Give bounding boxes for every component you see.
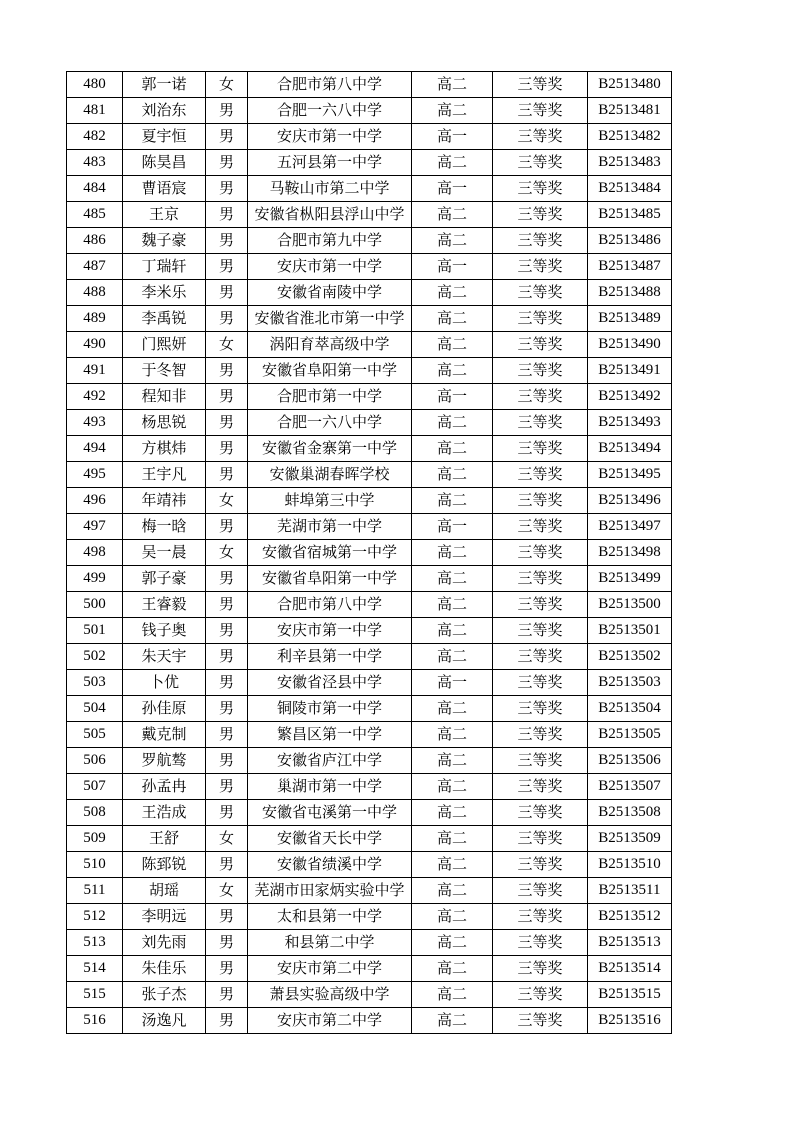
table-row [67,150,672,176]
student-name-cell: 吴一晨 [123,540,206,566]
grade-cell: 高二 [412,150,493,176]
grade-cell: 高二 [412,930,493,956]
student-name-cell: 罗航骜 [123,748,206,774]
grade-cell: 高二 [412,462,493,488]
student-name-cell: 胡瑶 [123,878,206,904]
grade-cell: 高一 [412,384,493,410]
gender-cell: 男 [206,254,248,280]
row-number-cell: 495 [67,462,123,488]
award-level-cell: 三等奖 [493,124,588,150]
table-row [67,98,672,124]
grade-cell: 高二 [412,956,493,982]
certificate-number-cell: B2513515 [588,982,672,1008]
certificate-number-cell: B2513493 [588,410,672,436]
student-name-cell: 戴克制 [123,722,206,748]
student-name-cell: 门熙妍 [123,332,206,358]
school-name-cell: 安徽省绩溪中学 [248,852,412,878]
row-number-cell: 513 [67,930,123,956]
gender-cell: 男 [206,358,248,384]
student-name-cell: 刘先雨 [123,930,206,956]
grade-cell: 高二 [412,540,493,566]
student-name-cell: 刘治东 [123,98,206,124]
gender-cell: 男 [206,176,248,202]
school-name-cell: 安徽省阜阳第一中学 [248,358,412,384]
table-row [67,72,672,98]
grade-cell: 高一 [412,176,493,202]
gender-cell: 男 [206,852,248,878]
certificate-number-cell: B2513509 [588,826,672,852]
school-name-cell: 安庆市第一中学 [248,124,412,150]
school-name-cell: 安徽省屯溪第一中学 [248,800,412,826]
school-name-cell: 合肥市第八中学 [248,592,412,618]
gender-cell: 女 [206,332,248,358]
grade-cell: 高二 [412,852,493,878]
certificate-number-cell: B2513506 [588,748,672,774]
gender-cell: 男 [206,462,248,488]
gender-cell: 男 [206,748,248,774]
gender-cell: 男 [206,670,248,696]
certificate-number-cell: B2513492 [588,384,672,410]
school-name-cell: 安庆市第二中学 [248,956,412,982]
table-row [67,904,672,930]
table-row [67,1008,672,1034]
school-name-cell: 安徽省泾县中学 [248,670,412,696]
row-number-cell: 515 [67,982,123,1008]
student-name-cell: 梅一晗 [123,514,206,540]
grade-cell: 高二 [412,72,493,98]
award-level-cell: 三等奖 [493,930,588,956]
row-number-cell: 512 [67,904,123,930]
certificate-number-cell: B2513513 [588,930,672,956]
gender-cell: 男 [206,436,248,462]
award-level-cell: 三等奖 [493,748,588,774]
row-number-cell: 498 [67,540,123,566]
table-row [67,670,672,696]
certificate-number-cell: B2513494 [588,436,672,462]
school-name-cell: 芜湖市田家炳实验中学 [248,878,412,904]
certificate-number-cell: B2513491 [588,358,672,384]
gender-cell: 男 [206,618,248,644]
student-name-cell: 孙孟冉 [123,774,206,800]
student-name-cell: 钱子奥 [123,618,206,644]
student-name-cell: 李明远 [123,904,206,930]
row-number-cell: 482 [67,124,123,150]
table-row [67,982,672,1008]
row-number-cell: 510 [67,852,123,878]
student-name-cell: 卜优 [123,670,206,696]
certificate-number-cell: B2513485 [588,202,672,228]
award-level-cell: 三等奖 [493,436,588,462]
row-number-cell: 508 [67,800,123,826]
award-level-cell: 三等奖 [493,98,588,124]
award-level-cell: 三等奖 [493,722,588,748]
award-level-cell: 三等奖 [493,904,588,930]
certificate-number-cell: B2513512 [588,904,672,930]
student-name-cell: 魏子豪 [123,228,206,254]
gender-cell: 男 [206,124,248,150]
award-level-cell: 三等奖 [493,540,588,566]
gender-cell: 男 [206,228,248,254]
row-number-cell: 485 [67,202,123,228]
certificate-number-cell: B2513514 [588,956,672,982]
award-level-cell: 三等奖 [493,332,588,358]
grade-cell: 高二 [412,696,493,722]
certificate-number-cell: B2513482 [588,124,672,150]
award-level-cell: 三等奖 [493,228,588,254]
award-level-cell: 三等奖 [493,202,588,228]
row-number-cell: 506 [67,748,123,774]
award-level-cell: 三等奖 [493,852,588,878]
gender-cell: 男 [206,514,248,540]
certificate-number-cell: B2513496 [588,488,672,514]
row-number-cell: 481 [67,98,123,124]
school-name-cell: 利辛县第一中学 [248,644,412,670]
table-row [67,462,672,488]
school-name-cell: 巢湖市第一中学 [248,774,412,800]
gender-cell: 女 [206,488,248,514]
gender-cell: 男 [206,644,248,670]
row-number-cell: 503 [67,670,123,696]
award-level-cell: 三等奖 [493,1008,588,1034]
grade-cell: 高二 [412,332,493,358]
certificate-number-cell: B2513508 [588,800,672,826]
school-name-cell: 安徽巢湖春晖学校 [248,462,412,488]
school-name-cell: 安徽省阜阳第一中学 [248,566,412,592]
grade-cell: 高一 [412,124,493,150]
certificate-number-cell: B2513490 [588,332,672,358]
table-row [67,592,672,618]
certificate-number-cell: B2513483 [588,150,672,176]
table-row [67,514,672,540]
table-row [67,488,672,514]
table-row [67,930,672,956]
certificate-number-cell: B2513486 [588,228,672,254]
school-name-cell: 安庆市第一中学 [248,254,412,280]
certificate-number-cell: B2513501 [588,618,672,644]
award-level-cell: 三等奖 [493,514,588,540]
award-level-cell: 三等奖 [493,670,588,696]
grade-cell: 高一 [412,254,493,280]
student-name-cell: 王舒 [123,826,206,852]
certificate-number-cell: B2513504 [588,696,672,722]
certificate-number-cell: B2513502 [588,644,672,670]
award-level-cell: 三等奖 [493,618,588,644]
student-name-cell: 方棋炜 [123,436,206,462]
grade-cell: 高二 [412,410,493,436]
row-number-cell: 488 [67,280,123,306]
grade-cell: 高二 [412,800,493,826]
row-number-cell: 492 [67,384,123,410]
gender-cell: 男 [206,150,248,176]
row-number-cell: 501 [67,618,123,644]
school-name-cell: 合肥市第八中学 [248,72,412,98]
grade-cell: 高二 [412,618,493,644]
table-row [67,878,672,904]
row-number-cell: 504 [67,696,123,722]
gender-cell: 男 [206,956,248,982]
grade-cell: 高二 [412,98,493,124]
gender-cell: 男 [206,410,248,436]
grade-cell: 高二 [412,904,493,930]
certificate-number-cell: B2513511 [588,878,672,904]
table-row [67,644,672,670]
student-name-cell: 郭子豪 [123,566,206,592]
grade-cell: 高二 [412,774,493,800]
school-name-cell: 繁昌区第一中学 [248,722,412,748]
table-row [67,306,672,332]
certificate-number-cell: B2513499 [588,566,672,592]
grade-cell: 高二 [412,358,493,384]
certificate-number-cell: B2513516 [588,1008,672,1034]
grade-cell: 高二 [412,826,493,852]
grade-cell: 高一 [412,670,493,696]
student-name-cell: 王浩成 [123,800,206,826]
award-level-cell: 三等奖 [493,280,588,306]
student-name-cell: 郭一诺 [123,72,206,98]
school-name-cell: 和县第二中学 [248,930,412,956]
award-level-cell: 三等奖 [493,878,588,904]
school-name-cell: 五河县第一中学 [248,150,412,176]
table-row [67,410,672,436]
row-number-cell: 491 [67,358,123,384]
gender-cell: 男 [206,904,248,930]
certificate-number-cell: B2513503 [588,670,672,696]
student-name-cell: 孙佳原 [123,696,206,722]
gender-cell: 女 [206,540,248,566]
award-level-cell: 三等奖 [493,254,588,280]
row-number-cell: 516 [67,1008,123,1034]
school-name-cell: 萧县实验高级中学 [248,982,412,1008]
certificate-number-cell: B2513507 [588,774,672,800]
table-row [67,956,672,982]
grade-cell: 高二 [412,202,493,228]
school-name-cell: 芜湖市第一中学 [248,514,412,540]
student-name-cell: 陈郅锐 [123,852,206,878]
student-name-cell: 王宇凡 [123,462,206,488]
school-name-cell: 合肥一六八中学 [248,98,412,124]
table-row [67,852,672,878]
grade-cell: 高二 [412,592,493,618]
gender-cell: 女 [206,878,248,904]
grade-cell: 高二 [412,982,493,1008]
gender-cell: 男 [206,800,248,826]
certificate-number-cell: B2513484 [588,176,672,202]
certificate-number-cell: B2513498 [588,540,672,566]
certificate-number-cell: B2513480 [588,72,672,98]
award-level-cell: 三等奖 [493,644,588,670]
school-name-cell: 合肥市第一中学 [248,384,412,410]
certificate-number-cell: B2513488 [588,280,672,306]
table-row [67,280,672,306]
award-level-cell: 三等奖 [493,696,588,722]
table-row [67,748,672,774]
student-name-cell: 丁瑞轩 [123,254,206,280]
certificate-number-cell: B2513487 [588,254,672,280]
table-row [67,618,672,644]
row-number-cell: 509 [67,826,123,852]
table-row [67,696,672,722]
gender-cell: 男 [206,98,248,124]
table-row [67,384,672,410]
school-name-cell: 安徽省宿城第一中学 [248,540,412,566]
gender-cell: 女 [206,72,248,98]
school-name-cell: 合肥一六八中学 [248,410,412,436]
school-name-cell: 安徽省南陵中学 [248,280,412,306]
row-number-cell: 496 [67,488,123,514]
student-name-cell: 王京 [123,202,206,228]
table-row [67,176,672,202]
award-level-cell: 三等奖 [493,384,588,410]
school-name-cell: 安徽省庐江中学 [248,748,412,774]
award-level-cell: 三等奖 [493,826,588,852]
row-number-cell: 505 [67,722,123,748]
awards-table-body [67,72,672,1034]
row-number-cell: 497 [67,514,123,540]
school-name-cell: 安徽省淮北市第一中学 [248,306,412,332]
certificate-number-cell: B2513510 [588,852,672,878]
table-row [67,800,672,826]
row-number-cell: 480 [67,72,123,98]
award-level-cell: 三等奖 [493,462,588,488]
grade-cell: 高二 [412,228,493,254]
student-name-cell: 汤逸凡 [123,1008,206,1034]
certificate-number-cell: B2513505 [588,722,672,748]
awards-table [66,71,672,1034]
row-number-cell: 487 [67,254,123,280]
student-name-cell: 李禹锐 [123,306,206,332]
certificate-number-cell: B2513500 [588,592,672,618]
row-number-cell: 499 [67,566,123,592]
row-number-cell: 511 [67,878,123,904]
grade-cell: 高二 [412,1008,493,1034]
award-level-cell: 三等奖 [493,306,588,332]
student-name-cell: 年靖祎 [123,488,206,514]
gender-cell: 男 [206,384,248,410]
table-row [67,358,672,384]
school-name-cell: 安庆市第二中学 [248,1008,412,1034]
row-number-cell: 493 [67,410,123,436]
student-name-cell: 王睿毅 [123,592,206,618]
gender-cell: 男 [206,566,248,592]
gender-cell: 女 [206,826,248,852]
school-name-cell: 安徽省枞阳县浮山中学 [248,202,412,228]
grade-cell: 高二 [412,436,493,462]
award-level-cell: 三等奖 [493,982,588,1008]
table-row [67,254,672,280]
student-name-cell: 杨思锐 [123,410,206,436]
award-level-cell: 三等奖 [493,72,588,98]
school-name-cell: 铜陵市第一中学 [248,696,412,722]
grade-cell: 高二 [412,644,493,670]
grade-cell: 高二 [412,488,493,514]
grade-cell: 高二 [412,878,493,904]
row-number-cell: 514 [67,956,123,982]
school-name-cell: 安徽省天长中学 [248,826,412,852]
award-level-cell: 三等奖 [493,566,588,592]
row-number-cell: 483 [67,150,123,176]
gender-cell: 男 [206,202,248,228]
certificate-number-cell: B2513481 [588,98,672,124]
certificate-number-cell: B2513489 [588,306,672,332]
award-level-cell: 三等奖 [493,150,588,176]
table-row [67,774,672,800]
row-number-cell: 494 [67,436,123,462]
award-level-cell: 三等奖 [493,774,588,800]
row-number-cell: 500 [67,592,123,618]
table-row [67,436,672,462]
table-row [67,540,672,566]
student-name-cell: 张子杰 [123,982,206,1008]
award-level-cell: 三等奖 [493,592,588,618]
row-number-cell: 502 [67,644,123,670]
grade-cell: 高二 [412,748,493,774]
award-level-cell: 三等奖 [493,358,588,384]
row-number-cell: 489 [67,306,123,332]
gender-cell: 男 [206,982,248,1008]
row-number-cell: 486 [67,228,123,254]
row-number-cell: 490 [67,332,123,358]
student-name-cell: 曹语宸 [123,176,206,202]
award-level-cell: 三等奖 [493,488,588,514]
gender-cell: 男 [206,930,248,956]
student-name-cell: 陈昊昌 [123,150,206,176]
grade-cell: 高二 [412,306,493,332]
school-name-cell: 安徽省金寨第一中学 [248,436,412,462]
certificate-number-cell: B2513495 [588,462,672,488]
award-level-cell: 三等奖 [493,176,588,202]
student-name-cell: 于冬智 [123,358,206,384]
table-row [67,722,672,748]
table-row [67,566,672,592]
school-name-cell: 合肥市第九中学 [248,228,412,254]
certificate-number-cell: B2513497 [588,514,672,540]
gender-cell: 男 [206,306,248,332]
table-row [67,332,672,358]
award-level-cell: 三等奖 [493,800,588,826]
award-level-cell: 三等奖 [493,956,588,982]
school-name-cell: 蚌埠第三中学 [248,488,412,514]
student-name-cell: 夏宇恒 [123,124,206,150]
table-row [67,124,672,150]
gender-cell: 男 [206,722,248,748]
student-name-cell: 李米乐 [123,280,206,306]
school-name-cell: 马鞍山市第二中学 [248,176,412,202]
school-name-cell: 安庆市第一中学 [248,618,412,644]
student-name-cell: 朱天宇 [123,644,206,670]
school-name-cell: 涡阳育萃高级中学 [248,332,412,358]
gender-cell: 男 [206,696,248,722]
table-row [67,826,672,852]
gender-cell: 男 [206,774,248,800]
row-number-cell: 507 [67,774,123,800]
student-name-cell: 朱佳乐 [123,956,206,982]
table-row [67,228,672,254]
school-name-cell: 太和县第一中学 [248,904,412,930]
gender-cell: 男 [206,592,248,618]
row-number-cell: 484 [67,176,123,202]
grade-cell: 高一 [412,514,493,540]
gender-cell: 男 [206,1008,248,1034]
grade-cell: 高二 [412,722,493,748]
grade-cell: 高二 [412,566,493,592]
table-row [67,202,672,228]
grade-cell: 高二 [412,280,493,306]
gender-cell: 男 [206,280,248,306]
award-level-cell: 三等奖 [493,410,588,436]
student-name-cell: 程知非 [123,384,206,410]
